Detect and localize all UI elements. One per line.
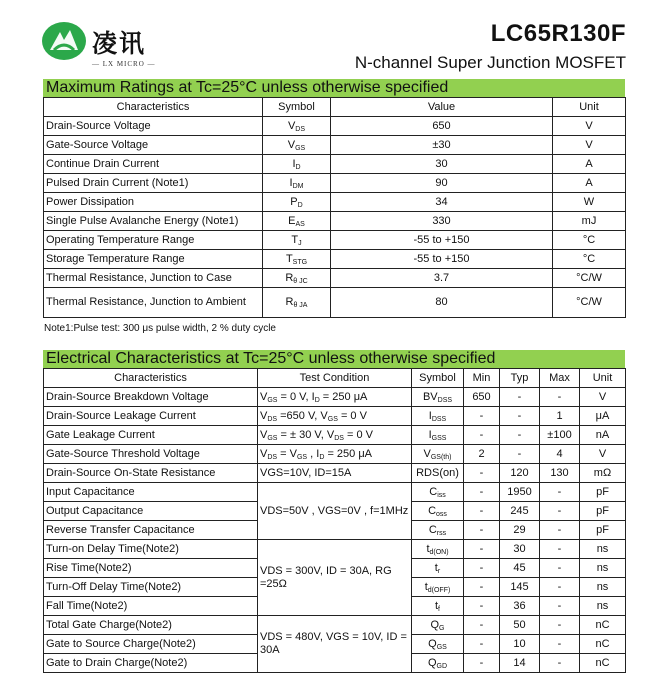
max-cell: - — [540, 597, 580, 616]
symbol-text: V — [287, 138, 296, 151]
symbol-cell — [263, 193, 331, 212]
table-row — [44, 174, 626, 193]
symbol-subscript: θ JA — [293, 302, 308, 309]
table-header-row — [44, 98, 626, 117]
test-condition-text: $V_{GS} = 0$ V, $I_D = 250$ μA — [260, 390, 368, 404]
typ-cell: 14 — [500, 654, 540, 673]
symbol-text: Q — [427, 656, 437, 669]
note-1: Note1:Pulse test: 300 μs pulse width, 2 % duty cycle — [44, 323, 276, 334]
symbol-text: P — [290, 195, 298, 208]
symbol-cell — [263, 250, 331, 269]
characteristic-cell: Reverse Transfer Capacitance — [44, 521, 258, 540]
unit-cell: V — [553, 117, 626, 136]
symbol-subscript: r — [437, 567, 441, 575]
value-cell: 30 — [331, 155, 553, 174]
symbol-subscript: D — [295, 163, 301, 171]
min-cell: 650 — [464, 388, 500, 407]
characteristic-cell: Input Capacitance — [44, 483, 258, 502]
characteristic-cell: Gate-Source Voltage — [44, 136, 263, 155]
unit-cell: V — [580, 388, 626, 407]
symbol-cell — [412, 464, 464, 483]
max-cell: - — [540, 559, 580, 578]
symbol-text: I — [289, 176, 293, 189]
unit-cell: pF — [580, 521, 626, 540]
unit-cell: ns — [580, 540, 626, 559]
characteristic-cell: Thermal Resistance, Junction to Case — [44, 269, 263, 288]
col-header-typ: Typ — [500, 369, 540, 388]
min-cell: - — [464, 635, 500, 654]
symbol-cell — [263, 155, 331, 174]
col-header-test-condition: Test Condition — [258, 369, 412, 388]
max-cell: - — [540, 578, 580, 597]
symbol-subscript: GS(th) — [430, 453, 452, 461]
symbol-subscript: θ JC — [293, 277, 308, 285]
unit-cell: μA — [580, 407, 626, 426]
value-cell: 650 — [331, 117, 553, 136]
max-cell: - — [540, 388, 580, 407]
symbol-cell — [412, 388, 464, 407]
characteristic-cell: Drain-Source Voltage — [44, 117, 263, 136]
max-cell: - — [540, 635, 580, 654]
symbol-subscript: D — [297, 201, 303, 209]
symbol-cell — [263, 269, 331, 288]
min-cell: - — [464, 616, 500, 635]
test-condition-cell — [258, 426, 412, 445]
electrical-title: Electrical Characteristics at Tc=25°C unless otherwise specified — [43, 350, 625, 368]
max-cell: 1 — [540, 407, 580, 426]
table-row — [44, 388, 626, 407]
symbol-text: R — [285, 271, 294, 284]
unit-cell: V — [553, 136, 626, 155]
symbol-subscript: rss — [436, 529, 447, 537]
symbol-cell — [412, 654, 464, 673]
value-cell: 34 — [331, 193, 553, 212]
min-cell: - — [464, 654, 500, 673]
unit-cell: nC — [580, 616, 626, 635]
test-condition-text: VDS=50V , VGS=0V , f=1MHz — [260, 504, 409, 517]
symbol-text: C — [428, 504, 437, 517]
unit-cell: pF — [580, 483, 626, 502]
symbol-cell — [412, 483, 464, 502]
col-header-max: Max — [540, 369, 580, 388]
unit-cell: A — [553, 174, 626, 193]
max-cell: - — [540, 521, 580, 540]
symbol-text: BV — [422, 390, 438, 403]
max-cell: 130 — [540, 464, 580, 483]
test-condition-cell — [258, 407, 412, 426]
symbol-cell — [412, 635, 464, 654]
part-number: LC65R130F — [490, 20, 626, 47]
unit-cell: nC — [580, 635, 626, 654]
symbol-cell — [263, 136, 331, 155]
min-cell: - — [464, 559, 500, 578]
symbol-cell — [263, 117, 331, 136]
characteristic-cell: Rise Time(Note2) — [44, 559, 258, 578]
max-cell: - — [540, 502, 580, 521]
symbol-cell — [412, 616, 464, 635]
symbol-cell — [412, 540, 464, 559]
symbol-subscript: GS — [436, 643, 447, 651]
lx-logo-icon — [40, 20, 88, 62]
table-row — [44, 250, 626, 269]
symbol-text: t — [426, 542, 430, 555]
characteristic-cell: Storage Temperature Range — [44, 250, 263, 269]
company-logo — [40, 18, 170, 76]
unit-cell: W — [553, 193, 626, 212]
table-row — [44, 288, 626, 318]
test-condition-text: VGS=10V, ID=15A — [260, 466, 352, 479]
max-cell: ±100 — [540, 426, 580, 445]
symbol-text: t — [434, 599, 439, 612]
typ-cell: 245 — [500, 502, 540, 521]
symbol-text: T — [291, 233, 299, 246]
unit-cell: mΩ — [580, 464, 626, 483]
symbol-cell — [412, 445, 464, 464]
unit-cell: ns — [580, 559, 626, 578]
symbol-subscript: GSS — [431, 434, 447, 442]
characteristic-cell: Total Gate Charge(Note2) — [44, 616, 258, 635]
test-condition-cell — [258, 540, 412, 616]
typ-cell: - — [500, 426, 540, 445]
test-condition-cell — [258, 616, 412, 673]
table-row — [44, 212, 626, 231]
typ-cell: 29 — [500, 521, 540, 540]
unit-cell: ns — [580, 597, 626, 616]
symbol-cell — [263, 231, 331, 250]
unit-cell: V — [580, 445, 626, 464]
symbol-cell — [412, 597, 464, 616]
unit-cell: pF — [580, 502, 626, 521]
test-condition-text: VDS = 300V, ID = 30A, RG =25Ω — [260, 564, 392, 590]
value-cell: ±30 — [331, 136, 553, 155]
min-cell: - — [464, 521, 500, 540]
symbol-text: I — [428, 409, 432, 422]
symbol-subscript: d(ON) — [429, 548, 449, 556]
symbol-cell — [263, 212, 331, 231]
symbol-subscript: d(OFF) — [427, 586, 451, 594]
characteristic-cell: Turn-Off Delay Time(Note2) — [44, 578, 258, 597]
symbol-text: C — [428, 523, 437, 536]
brand-name-cn: 凌讯 — [92, 29, 147, 58]
characteristic-cell: Power Dissipation — [44, 193, 263, 212]
col-header-unit: Unit — [580, 369, 626, 388]
min-cell: - — [464, 597, 500, 616]
col-header-characteristics: Characteristics — [44, 98, 263, 117]
characteristic-cell: Output Capacitance — [44, 502, 258, 521]
max-cell: - — [540, 483, 580, 502]
symbol-text: E — [288, 214, 296, 227]
col-header-min: Min — [464, 369, 500, 388]
characteristic-cell: Drain-Source On-State Resistance — [44, 464, 258, 483]
device-description: N-channel Super Junction MOSFET — [354, 53, 626, 72]
symbol-subscript: iss — [437, 491, 446, 499]
typ-cell: - — [500, 445, 540, 464]
unit-cell: mJ — [553, 212, 626, 231]
symbol-text: t — [424, 580, 428, 593]
characteristic-cell: Operating Temperature Range — [44, 231, 263, 250]
symbol-subscript: AS — [295, 220, 305, 228]
typ-cell: 30 — [500, 540, 540, 559]
symbol-text: RDS(on) — [416, 466, 459, 479]
typ-cell: 120 — [500, 464, 540, 483]
typ-cell: 145 — [500, 578, 540, 597]
symbol-subscript: DSS — [431, 415, 447, 423]
symbol-cell — [412, 426, 464, 445]
unit-cell: ns — [580, 578, 626, 597]
symbol-cell — [412, 559, 464, 578]
max-cell: - — [540, 540, 580, 559]
typ-cell: 50 — [500, 616, 540, 635]
unit-cell: A — [553, 155, 626, 174]
unit-cell: °C — [553, 231, 626, 250]
typ-cell: 45 — [500, 559, 540, 578]
characteristic-cell: Gate Leakage Current — [44, 426, 258, 445]
test-condition-text: $V_{GS}$ = ± 30 V, $V_{DS} = 0$ V — [260, 428, 373, 442]
min-cell: 2 — [464, 445, 500, 464]
symbol-cell — [412, 502, 464, 521]
table-row — [44, 231, 626, 250]
table-row — [44, 136, 626, 155]
symbol-text: I — [428, 428, 432, 441]
symbol-text: T — [285, 252, 293, 265]
characteristic-cell: Single Pulse Avalanche Energy (Note1) — [44, 212, 263, 231]
symbol-subscript: GD — [436, 662, 448, 670]
symbol-cell — [412, 521, 464, 540]
value-cell: -55 to +150 — [331, 231, 553, 250]
value-cell: 80 — [331, 288, 553, 318]
symbol-text: V — [287, 119, 296, 132]
max-ratings-title: Maximum Ratings at Tc=25°C unless otherwise specified — [43, 79, 625, 97]
characteristic-cell: Gate-Source Threshold Voltage — [44, 445, 258, 464]
test-condition-text: $V_{DS} =650$ V, $V_{GS} = 0$ V — [260, 409, 367, 423]
max-cell: - — [540, 616, 580, 635]
unit-cell: nA — [580, 426, 626, 445]
col-header-unit: Unit — [553, 98, 626, 117]
table-row — [44, 483, 626, 502]
characteristic-cell: Fall Time(Note2) — [44, 597, 258, 616]
unit-cell: °C/W — [553, 288, 626, 318]
max-ratings-table — [43, 97, 626, 318]
min-cell: - — [464, 540, 500, 559]
unit-cell: °C — [553, 250, 626, 269]
min-cell: - — [464, 426, 500, 445]
symbol-subscript: J — [298, 239, 302, 247]
symbol-text: V — [423, 447, 431, 460]
characteristic-cell: Gate to Drain Charge(Note2) — [44, 654, 258, 673]
typ-cell: - — [500, 407, 540, 426]
symbol-text: t — [434, 561, 438, 574]
symbol-cell — [263, 288, 331, 318]
table-row — [44, 193, 626, 212]
value-cell: -55 to +150 — [331, 250, 553, 269]
electrical-table — [43, 368, 626, 673]
typ-cell: - — [500, 388, 540, 407]
min-cell: - — [464, 578, 500, 597]
min-cell: - — [464, 483, 500, 502]
symbol-text: R — [285, 296, 294, 308]
symbol-cell — [412, 407, 464, 426]
symbol-cell — [412, 578, 464, 597]
symbol-text: I — [292, 157, 296, 170]
symbol-subscript: STG — [292, 258, 308, 266]
test-condition-text: VDS = 480V, VGS = 10V, ID = 30A — [260, 631, 407, 656]
typ-cell: 10 — [500, 635, 540, 654]
table-row — [44, 426, 626, 445]
table-row — [44, 616, 626, 635]
characteristic-cell: Thermal Resistance, Junction to Ambient — [44, 288, 263, 318]
test-condition-cell — [258, 388, 412, 407]
symbol-subscript: GS — [295, 144, 306, 152]
typ-cell: 36 — [500, 597, 540, 616]
max-cell: 4 — [540, 445, 580, 464]
characteristic-cell: Gate to Source Charge(Note2) — [44, 635, 258, 654]
table-row — [44, 445, 626, 464]
datasheet-header — [0, 0, 650, 80]
symbol-subscript: DSS — [437, 396, 453, 404]
symbol-subscript: DM — [292, 182, 304, 190]
min-cell: - — [464, 502, 500, 521]
symbol-subscript: oss — [436, 510, 447, 518]
col-header-value: Value — [331, 98, 553, 117]
symbol-subscript: DS — [295, 125, 306, 133]
characteristic-cell: Continue Drain Current — [44, 155, 263, 174]
brand-name-en: — LX MICRO — — [92, 60, 156, 68]
test-condition-cell — [258, 483, 412, 540]
unit-cell: nC — [580, 654, 626, 673]
characteristic-cell: Pulsed Drain Current (Note1) — [44, 174, 263, 193]
unit-cell: °C/W — [553, 269, 626, 288]
typ-cell: 1950 — [500, 483, 540, 502]
test-condition-text: $V_{DS} = V_{GS}$ , $I_D = 250$ μA — [260, 447, 373, 461]
table-header-row — [44, 369, 626, 388]
min-cell: - — [464, 464, 500, 483]
symbol-cell — [263, 174, 331, 193]
table-row — [44, 464, 626, 483]
value-cell: 330 — [331, 212, 553, 231]
max-cell: - — [540, 654, 580, 673]
min-cell: - — [464, 407, 500, 426]
characteristic-cell: Drain-Source Leakage Current — [44, 407, 258, 426]
symbol-subscript: f — [438, 605, 440, 613]
value-cell: 3.7 — [331, 269, 553, 288]
table-row — [44, 269, 626, 288]
symbol-text: Q — [430, 618, 440, 631]
characteristic-cell: Drain-Source Breakdown Voltage — [44, 388, 258, 407]
test-condition-cell — [258, 464, 412, 483]
value-cell: 90 — [331, 174, 553, 193]
col-header-symbol: Symbol — [412, 369, 464, 388]
table-row — [44, 407, 626, 426]
table-row — [44, 117, 626, 136]
symbol-subscript: G — [439, 624, 445, 632]
col-header-symbol: Symbol — [263, 98, 331, 117]
symbol-text: C — [429, 485, 438, 498]
test-condition-cell — [258, 445, 412, 464]
col-header-characteristics: Characteristics — [44, 369, 258, 388]
table-row — [44, 540, 626, 559]
table-row — [44, 155, 626, 174]
symbol-text: Q — [428, 637, 437, 650]
characteristic-cell: Turn-on Delay Time(Note2) — [44, 540, 258, 559]
